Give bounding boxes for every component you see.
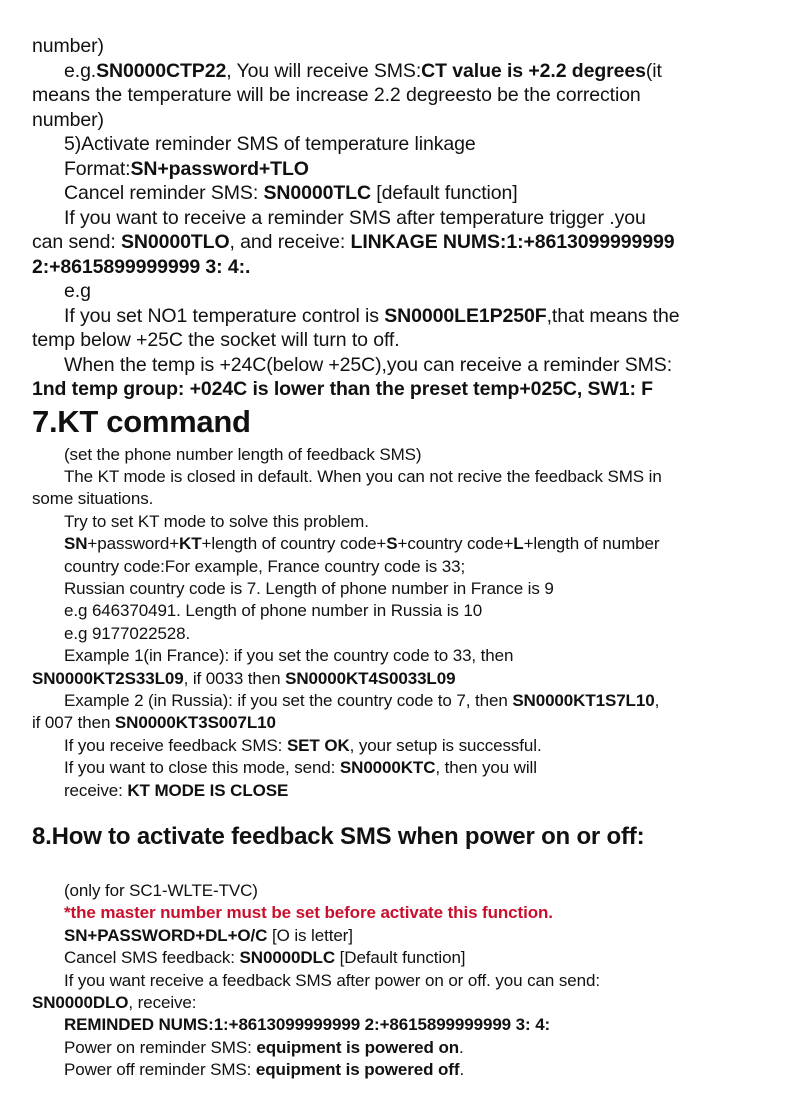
text-line: When the temp is +24C(below +25C),you can receive a reminder SMS:: [64, 353, 673, 376]
sms-text: equipment is powered on: [256, 1037, 460, 1057]
text-line: If you set NO1 temperature control is SN0000LE1P250F,that means the: [64, 304, 680, 327]
command: SN0000TLO: [120, 231, 230, 253]
text-line: SN0000DLO, receive:: [32, 993, 197, 1013]
power-section: [32, 880, 762, 1082]
command: SN0000KTC: [339, 758, 436, 778]
text-line: [32, 1014, 762, 1036]
text-line: The KT mode is closed in default. When you can not recive the feedback SMS in: [64, 466, 662, 486]
sms-text: LINKAGE NUMS:1:+8613099999999: [350, 231, 675, 253]
temperature-section: [32, 34, 762, 402]
text-line: temp below +25C the socket will turn to off.: [32, 329, 400, 351]
text-line: If you receive feedback SMS: SET OK, your setup is successful.: [64, 735, 542, 755]
text-line: If you want receive a feedback SMS after power on or off. you can send:: [64, 970, 600, 990]
power-feedback-heading: 8.How to activate feedback SMS when power on or off:: [32, 823, 645, 850]
command: SN0000DLC: [239, 948, 336, 968]
sms-text: SET OK: [286, 735, 350, 755]
command: SN0000CTP22: [96, 59, 227, 82]
text-line: If you want to close this mode, send: SN0000KTC, then you will: [64, 758, 537, 778]
sms-text: 1nd temp group: +024C is lower than the preset temp+025C, SW1: F: [32, 378, 653, 400]
text-line: country code:For example, France country code is 33;: [64, 556, 466, 576]
format-line: Format:SN+password+TLO: [64, 157, 309, 180]
format-line: SN+password+KT+length of country code+S+country code+L+length of number: [64, 534, 660, 554]
text-line: Power off reminder SMS: equipment is powered off.: [64, 1060, 465, 1080]
command: SN0000DLO: [32, 993, 129, 1013]
text-line: (set the phone number length of feedback SMS): [64, 444, 422, 464]
text-line: number): [32, 108, 104, 131]
text-line: means the temperature will be increase 2.2 degreesto be the correction: [32, 84, 641, 106]
text-line: Example 2 (in Russia): if you set the country code to 7, then SN0000KT1S7L10,: [64, 690, 660, 710]
item-heading: 5)Activate reminder SMS of temperature linkage: [64, 133, 476, 155]
text-line: e.g 646370491. Length of phone number in Russia is 10: [64, 601, 483, 621]
command: SN0000LE1P250F: [384, 304, 547, 327]
command: SN+password+TLO: [130, 157, 309, 180]
warning-text: *the master number must be set before activate this function.: [64, 903, 553, 923]
sms-text: CT value is +2.2 degrees: [421, 59, 646, 82]
text-line: Russian country code is 7. Length of phone number in France is 9: [64, 578, 554, 598]
kt-section: [32, 444, 762, 803]
text-line: e.g.SN0000CTP22, You will receive SMS:CT value is +2.2 degrees(it: [64, 59, 662, 82]
sms-text: KT MODE IS CLOSE: [127, 780, 289, 800]
text-line: Example 1(in France): if you set the country code to 33, then: [64, 646, 514, 666]
text-line: [32, 377, 762, 402]
text-line: e.g: [64, 280, 91, 302]
sms-text: equipment is powered off: [255, 1060, 460, 1080]
text-line: Power on reminder SMS: equipment is powered on.: [64, 1037, 464, 1057]
text-line: receive: KT MODE IS CLOSE: [64, 780, 289, 800]
text-line: some situations.: [32, 489, 154, 509]
command: SN+PASSWORD+DL+O/C: [64, 925, 268, 945]
command: SN0000KT2S33L09: [32, 668, 184, 688]
cancel-line: Cancel SMS feedback: SN0000DLC [Default function]: [64, 948, 466, 968]
text-line: SN0000KT2S33L09, if 0033 then SN0000KT4S0033L09: [32, 668, 456, 688]
command: SN0000KT4S0033L09: [285, 668, 456, 688]
text-line: can send: SN0000TLO, and receive: LINKAGE NUMS:1:+8613099999999: [32, 231, 675, 253]
text-line: number): [32, 35, 104, 57]
manual-page: [32, 34, 762, 1082]
text-line: if 007 then SN0000KT3S007L10: [32, 713, 276, 733]
text-line: e.g 9177022528.: [64, 623, 191, 643]
command: SN0000KT3S007L10: [114, 713, 276, 733]
text-line: If you want to receive a reminder SMS after temperature trigger .you: [64, 206, 646, 229]
text-line: [32, 255, 762, 280]
sms-text: 2:+8615899999999 3: 4:.: [32, 255, 251, 278]
format-line: SN+PASSWORD+DL+O/C [O is letter]: [64, 925, 353, 945]
command: SN0000TLC: [263, 182, 371, 204]
text-line: (only for SC1-WLTE-TVC): [64, 881, 258, 900]
kt-command-heading: 7.KT command: [32, 403, 251, 439]
text-line: Try to set KT mode to solve this problem.: [64, 511, 369, 531]
sms-text: REMINDED NUMS:1:+8613099999999 2:+8615899999999 3: 4:: [64, 1015, 551, 1035]
command: SN0000KT1S7L10: [512, 690, 655, 710]
cancel-line: Cancel reminder SMS: SN0000TLC [default function]: [64, 182, 518, 204]
